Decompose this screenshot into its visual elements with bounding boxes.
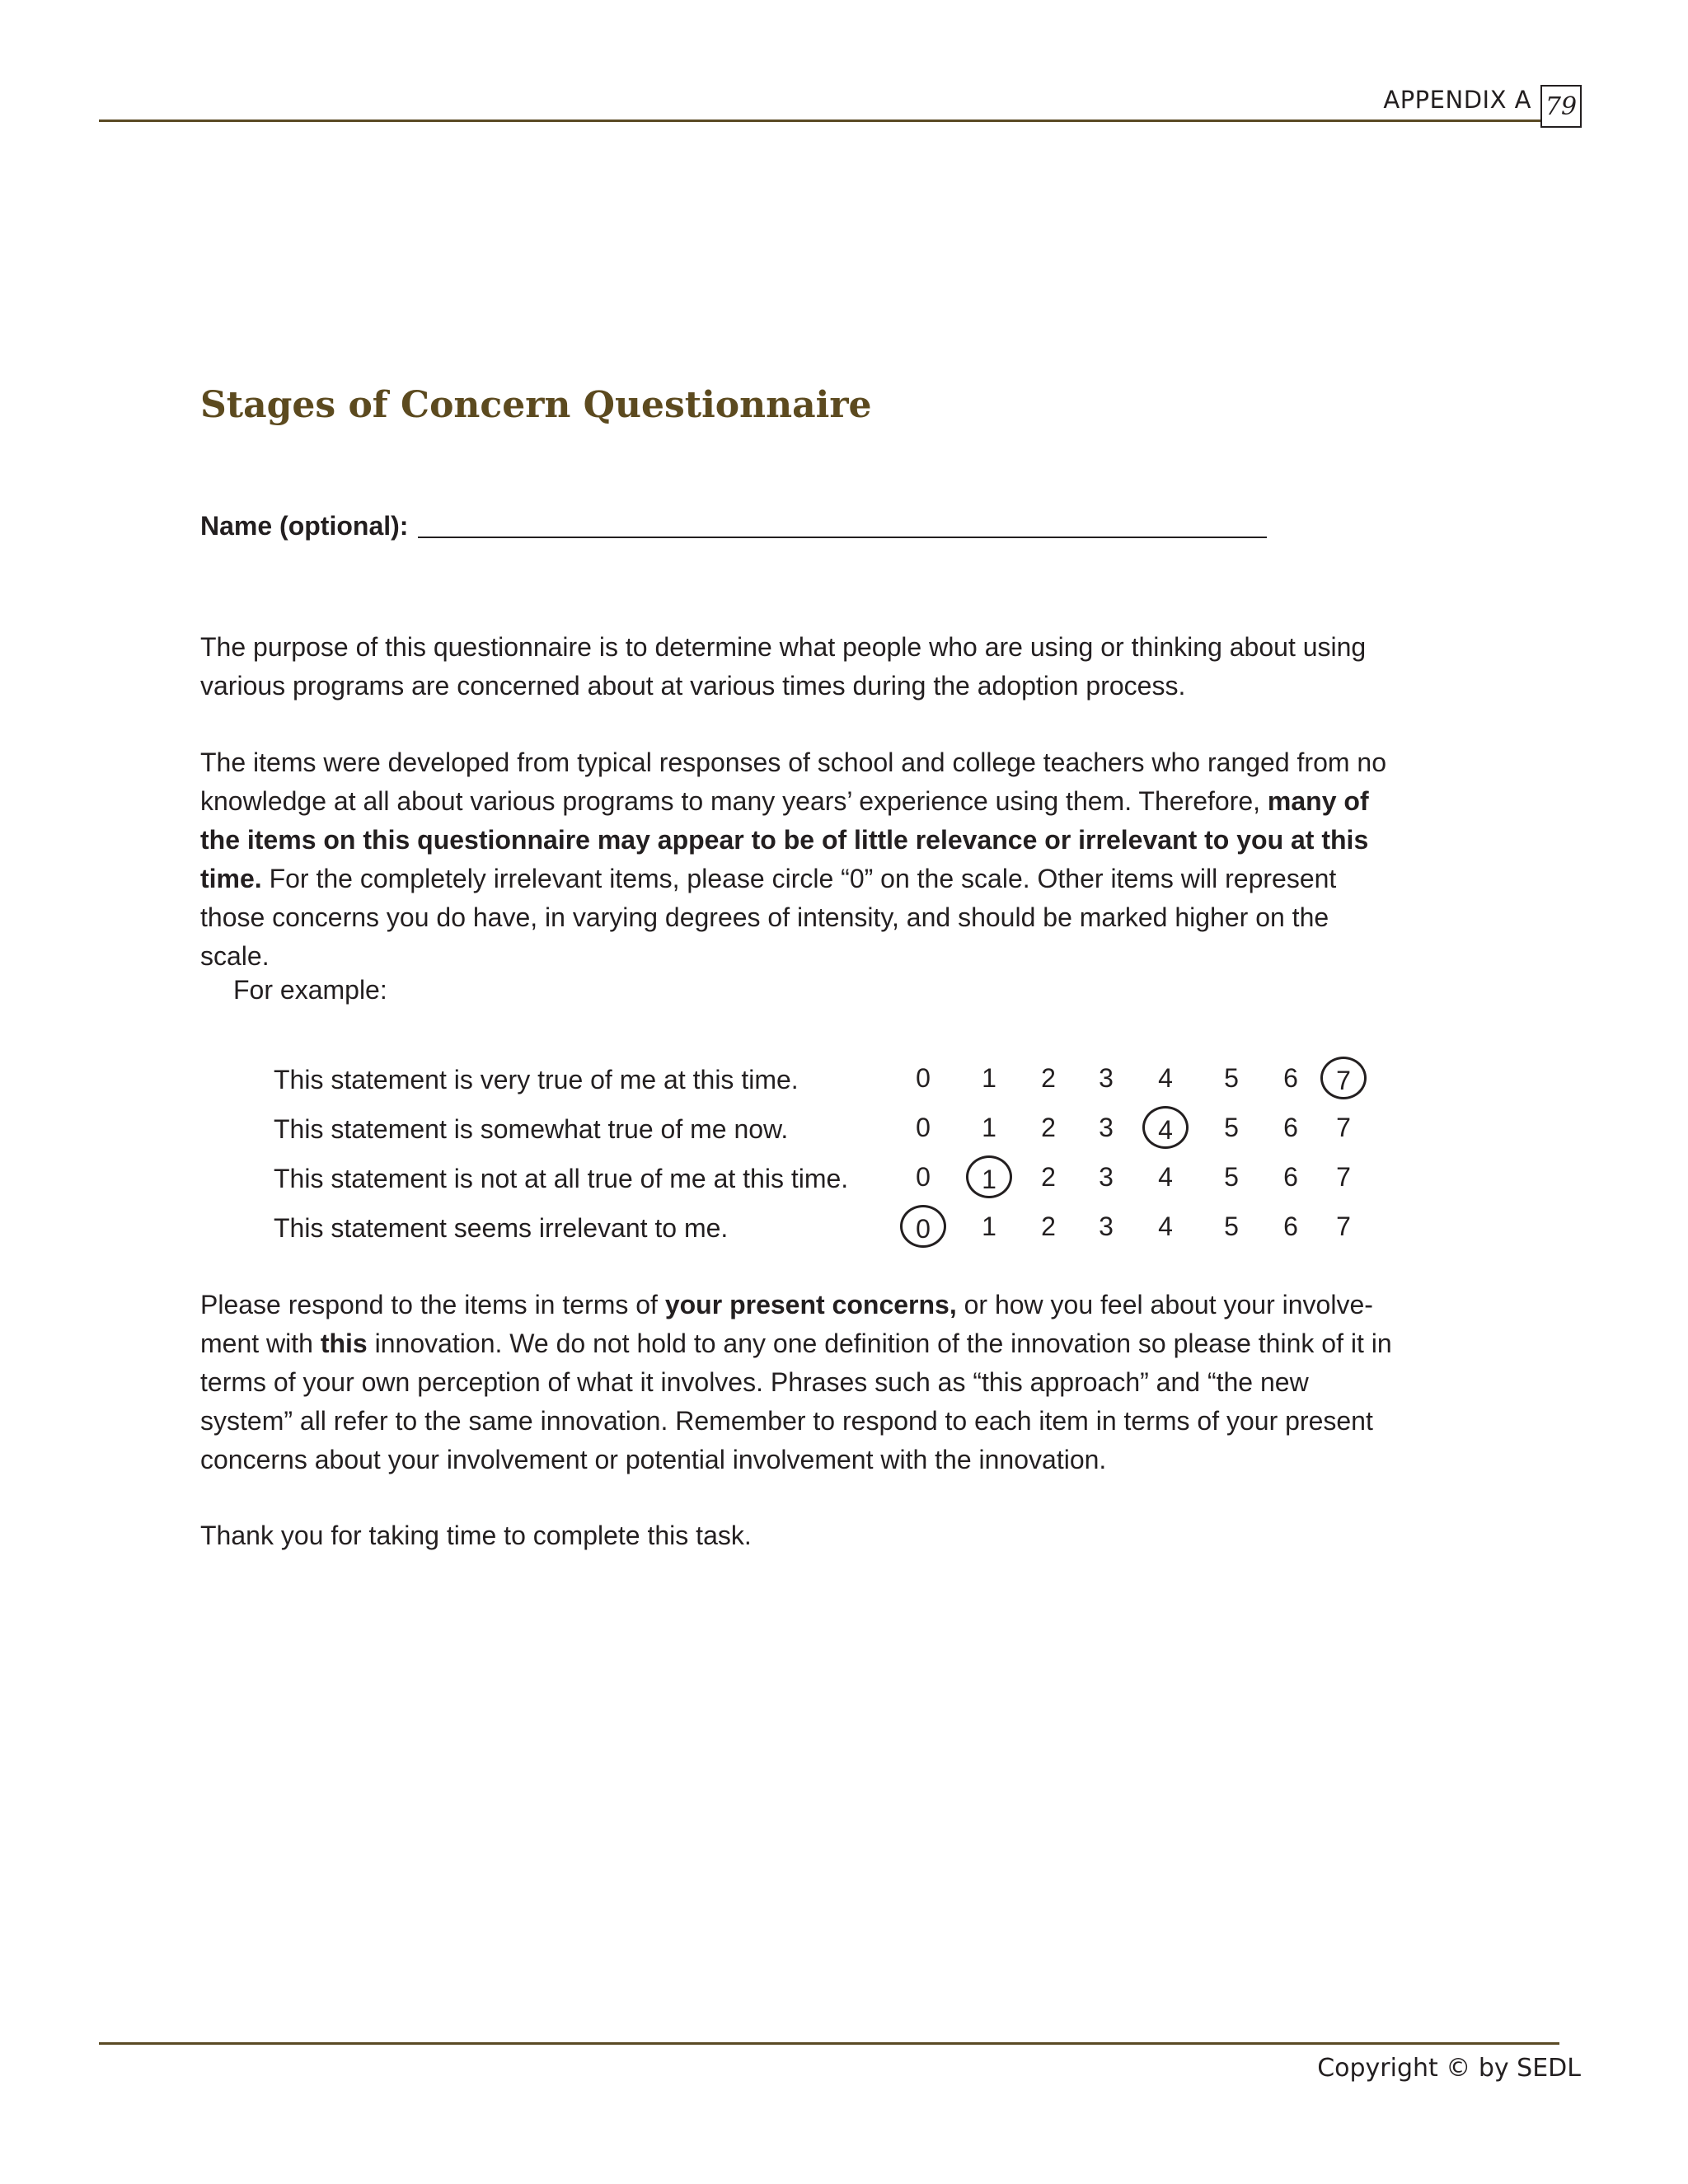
- example-intro: For example:: [233, 975, 387, 1005]
- scale-value[interactable]: 0: [916, 1113, 931, 1142]
- scale-value[interactable]: 1: [982, 1063, 996, 1093]
- items-paragraph-text-1: The items were developed from typical responses of school and college teachers who ranged from no knowledge at all about various programs to many years’ experience using them. Therefore,: [200, 748, 1386, 816]
- instructions-bold-1: your present concerns,: [664, 1290, 957, 1319]
- scale-value-circled[interactable]: 4: [1142, 1106, 1189, 1149]
- example-statement: This statement seems irrelevant to me.: [274, 1213, 729, 1243]
- page-title: Stages of Concern Questionnaire: [200, 384, 872, 426]
- scale-value[interactable]: 2: [1041, 1162, 1056, 1192]
- scale-value[interactable]: 3: [1099, 1162, 1114, 1192]
- instructions-text-2: or how you feel about your involve-ment with: [200, 1290, 1373, 1358]
- scale-value[interactable]: 5: [1224, 1212, 1239, 1241]
- scale-value[interactable]: 7: [1336, 1212, 1351, 1241]
- example-statement: This statement is somewhat true of me now.: [274, 1114, 789, 1144]
- scale-value[interactable]: 3: [1099, 1212, 1114, 1241]
- scale-value[interactable]: 2: [1041, 1212, 1056, 1241]
- footer-rule: [99, 2042, 1559, 2045]
- scale-value[interactable]: 1: [982, 1212, 996, 1241]
- appendix-label: APPENDIX A: [1383, 86, 1531, 114]
- example-row: [274, 1205, 1428, 1251]
- page-number: 79: [1540, 85, 1582, 128]
- scale-value[interactable]: 6: [1283, 1162, 1298, 1192]
- scale-value[interactable]: 0: [916, 1162, 931, 1192]
- scale-value[interactable]: 2: [1041, 1063, 1056, 1093]
- items-paragraph-bold: many of the items on this questionnaire may appear to be of little relevance or irrelevant to you at this time.: [200, 786, 1369, 893]
- items-paragraph-text-2: For the completely irrelevant items, please circle “0” on the scale. Other items will represent those concerns you do have, in varying degrees of intensity, and should be marked higher on the scale.: [200, 864, 1337, 971]
- scale-value[interactable]: 4: [1158, 1063, 1173, 1093]
- scale-value[interactable]: 5: [1224, 1162, 1239, 1192]
- instructions-paragraph: [200, 1286, 1395, 1479]
- scale-value[interactable]: 3: [1099, 1063, 1114, 1093]
- instructions-text-1: Please respond to the items in terms of: [200, 1290, 665, 1319]
- scale-value-circled[interactable]: 1: [966, 1155, 1012, 1198]
- example-row: [274, 1057, 1428, 1103]
- example-statement: This statement is very true of me at this time.: [274, 1065, 799, 1094]
- example-row: [274, 1106, 1428, 1152]
- instructions-text-3: innovation. We do not hold to any one definition of the innovation so please think of it in terms of your own perception of what it involves. Phrases such as “this approach” and “the new system” all refer to the same innovation. Remember to respond to each item in terms of your present concerns about your involvement or potential involvement with the innovation.: [200, 1329, 1392, 1474]
- scale-value[interactable]: 6: [1283, 1063, 1298, 1093]
- scale-value[interactable]: 1: [982, 1113, 996, 1142]
- scale-value[interactable]: 6: [1283, 1113, 1298, 1142]
- scale-value[interactable]: 6: [1283, 1212, 1298, 1241]
- scale-value[interactable]: 2: [1041, 1113, 1056, 1142]
- name-field-line[interactable]: [418, 537, 1267, 538]
- example-row: [274, 1155, 1428, 1202]
- items-paragraph: [200, 743, 1395, 976]
- copyright-notice: Copyright © by SEDL: [1317, 2054, 1581, 2083]
- scale-value[interactable]: 4: [1158, 1162, 1173, 1192]
- name-field-label: Name (optional):: [200, 511, 409, 541]
- thank-you-paragraph: Thank you for taking time to complete this task.: [200, 1521, 752, 1550]
- scale-value-circled[interactable]: 0: [900, 1205, 946, 1248]
- scale-value[interactable]: 4: [1158, 1212, 1173, 1241]
- name-field-row: [200, 511, 1267, 541]
- scale-value[interactable]: 3: [1099, 1113, 1114, 1142]
- example-statement: This statement is not at all true of me at this time.: [274, 1164, 849, 1193]
- scale-value[interactable]: 0: [916, 1063, 931, 1093]
- scale-value[interactable]: 5: [1224, 1063, 1239, 1093]
- scale-value[interactable]: 7: [1336, 1113, 1351, 1142]
- scale-value[interactable]: 5: [1224, 1113, 1239, 1142]
- intro-paragraph: The purpose of this questionnaire is to determine what people who are using or thinking about using various programs are concerned about at various times during the adoption process.: [200, 632, 1367, 701]
- instructions-bold-2: this: [320, 1329, 368, 1358]
- scale-value[interactable]: 7: [1336, 1162, 1351, 1192]
- header-rule: [99, 120, 1559, 122]
- scale-value-circled[interactable]: 7: [1320, 1057, 1367, 1099]
